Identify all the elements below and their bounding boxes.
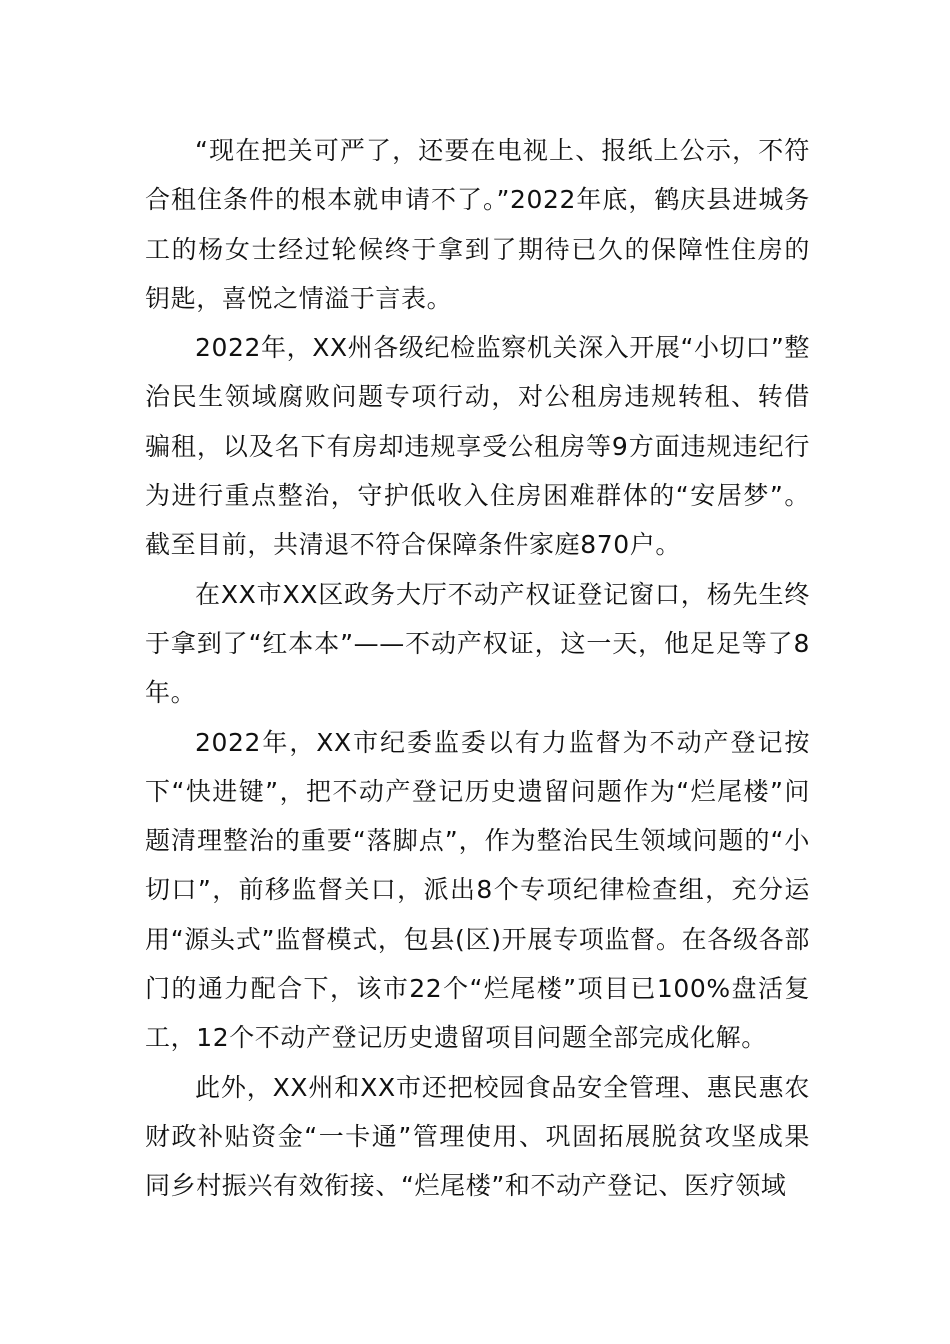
paragraph-3: 在XX市XX区政务大厅不动产权证登记窗口，杨先生终于拿到了“红本本”——不动产权证，这一天，他足足等了8年。 [145,579,810,708]
paragraph-4: 2022年，XX市纪委监委以有力监督为不动产登记按下“快进键”，把不动产登记历史遗留问题作为“烂尾楼”问题清理整治的重要“落脚点”，作为整治民生领域问题的“小切口”，前移监督关口，派出8个专项纪律检查组，充分运用“源头式”监督模式，包县(区)开展专项监督。在各级各部门的通力配合下，该市22个“烂尾楼”项目已100%盘活复工，12个不动产登记历史遗留项目问题全部完成化解。 [145,727,810,1053]
paragraph-2: 2022年，XX州各级纪检监察机关深入开展“小切口”整治民生领域腐败问题专项行动，对公租房违规转租、转借骗租，以及名下有房却违规享受公租房等9方面违规违纪行为进行重点整治，守护低收入住房困难群体的“安居梦”。截至目前，共清退不符合保障条件家庭870户。 [145,333,810,560]
paragraph-1: “现在把关可严了，还要在电视上、报纸上公示，不符合租住条件的根本就申请不了。”2022年底，鹤庆县进城务工的杨女士经过轮候终于拿到了期待已久的保障性住房的钥匙，喜悦之情溢于言表。 [145,136,810,313]
document-body [145,126,810,1211]
paragraph-5: 此外，XX州和XX市还把校园食品安全管理、惠民惠农财政补贴资金“一卡通”管理使用、巩固拓展脱贫攻坚成果同乡村振兴有效衔接、“烂尾楼”和不动产登记、医疗领域 [145,1072,810,1201]
